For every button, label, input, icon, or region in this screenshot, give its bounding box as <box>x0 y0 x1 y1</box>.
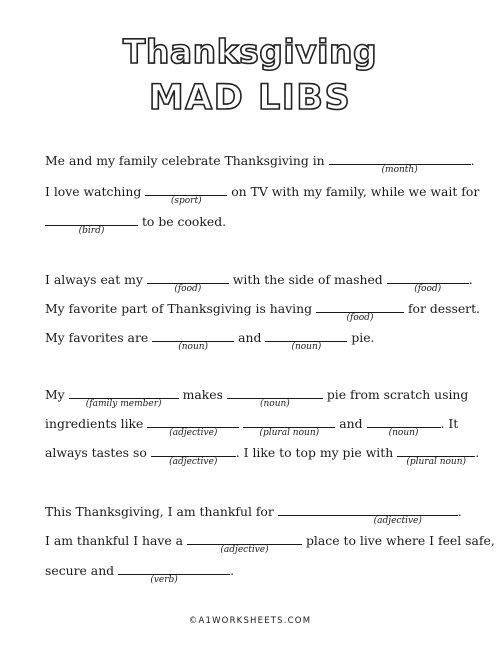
text: I love watching <box>45 184 142 199</box>
hint-adjective: (adjective) <box>169 457 218 467</box>
blank-adjective-2[interactable] <box>151 443 236 467</box>
text: pie. <box>351 330 375 345</box>
text: ingredients like <box>45 416 144 431</box>
blank-month[interactable] <box>329 151 471 175</box>
p4-line-2 <box>45 531 495 555</box>
blank-plural-noun-2[interactable] <box>397 443 475 467</box>
text: place to live where I feel safe, <box>305 533 495 548</box>
text: makes <box>182 387 223 402</box>
hint-bird: (bird) <box>78 226 105 236</box>
p3-line-1 <box>45 385 469 409</box>
blank-bird[interactable] <box>45 212 138 236</box>
blank-food-2[interactable] <box>387 270 469 294</box>
text: Me and my family celebrate Thanksgiving in <box>45 153 325 168</box>
blank-family-member[interactable] <box>69 385 179 409</box>
title-mad-libs: MAD LIBS <box>148 78 352 118</box>
text: . <box>470 153 475 168</box>
text: with the side of mashed <box>232 272 383 287</box>
title-thanksgiving: Thanksgiving <box>122 32 378 71</box>
hint-noun: (noun) <box>259 399 290 409</box>
blank-verb[interactable] <box>118 561 230 585</box>
hint-sport: (sport) <box>170 196 202 206</box>
hint-food: (food) <box>346 313 374 323</box>
hint-noun: (noun) <box>388 428 419 438</box>
blank-noun-1[interactable] <box>152 328 234 352</box>
blank-adjective-2[interactable] <box>187 531 302 555</box>
blank-adjective-1[interactable] <box>278 502 458 526</box>
hint-noun: (noun) <box>291 342 322 352</box>
blank-noun[interactable] <box>227 385 323 409</box>
hint-adjective: (adjective) <box>169 428 218 438</box>
p2-line-1 <box>45 270 473 294</box>
hint-food: (food) <box>414 284 442 294</box>
text: and <box>238 330 262 345</box>
footer-copyright: ©A1WORKSHEETS.COM <box>188 616 312 626</box>
p1-line-2 <box>45 182 480 206</box>
text: and <box>339 416 363 431</box>
hint-plural-noun: (plural noun) <box>406 457 467 467</box>
text: . <box>230 563 235 578</box>
hint-adjective: (adjective) <box>220 545 269 555</box>
text: . <box>457 504 462 519</box>
hint-family-member: (family member) <box>85 399 162 409</box>
hint-noun: (noun) <box>178 342 209 352</box>
text: My <box>45 387 65 402</box>
blank-noun-2[interactable] <box>265 328 347 352</box>
p1-line-3 <box>45 212 455 236</box>
blank-adjective-1[interactable] <box>147 414 239 438</box>
text: . I like to top my pie with <box>235 445 394 460</box>
text: pie from scratch using <box>326 387 469 402</box>
blank-plural-noun-1[interactable] <box>243 414 335 438</box>
blank-sport[interactable] <box>145 182 227 206</box>
text: I always eat my <box>45 272 143 287</box>
text: always tastes so <box>45 445 147 460</box>
text: for dessert. <box>407 301 481 316</box>
text: My favorite part of Thanksgiving is having <box>45 301 313 316</box>
p2-line-2 <box>45 299 481 323</box>
p2-line-3 <box>45 328 455 352</box>
text: to be cooked. <box>141 214 227 229</box>
p3-line-3 <box>45 443 480 467</box>
blank-noun-2[interactable] <box>367 414 441 438</box>
text: on TV with my family, while we wait for <box>231 184 480 199</box>
hint-food: (food) <box>174 284 202 294</box>
hint-verb: (verb) <box>150 575 178 585</box>
text: . <box>468 272 473 287</box>
p4-line-3 <box>45 561 455 585</box>
text: secure and <box>45 563 115 578</box>
text: I am thankful I have a <box>45 533 184 548</box>
hint-adjective: (adjective) <box>373 516 422 526</box>
text: . <box>475 445 480 460</box>
p3-line-2 <box>45 414 459 438</box>
hint-month: (month) <box>381 165 418 175</box>
p4-line-1 <box>45 502 462 526</box>
text: . It <box>440 416 459 431</box>
blank-food-3[interactable] <box>316 299 404 323</box>
text: This Thanksgiving, I am thankful for <box>45 504 274 519</box>
p1-line-1 <box>45 151 475 175</box>
hint-plural-noun: (plural noun) <box>259 428 320 438</box>
text: My favorites are <box>45 330 149 345</box>
blank-food-1[interactable] <box>147 270 229 294</box>
